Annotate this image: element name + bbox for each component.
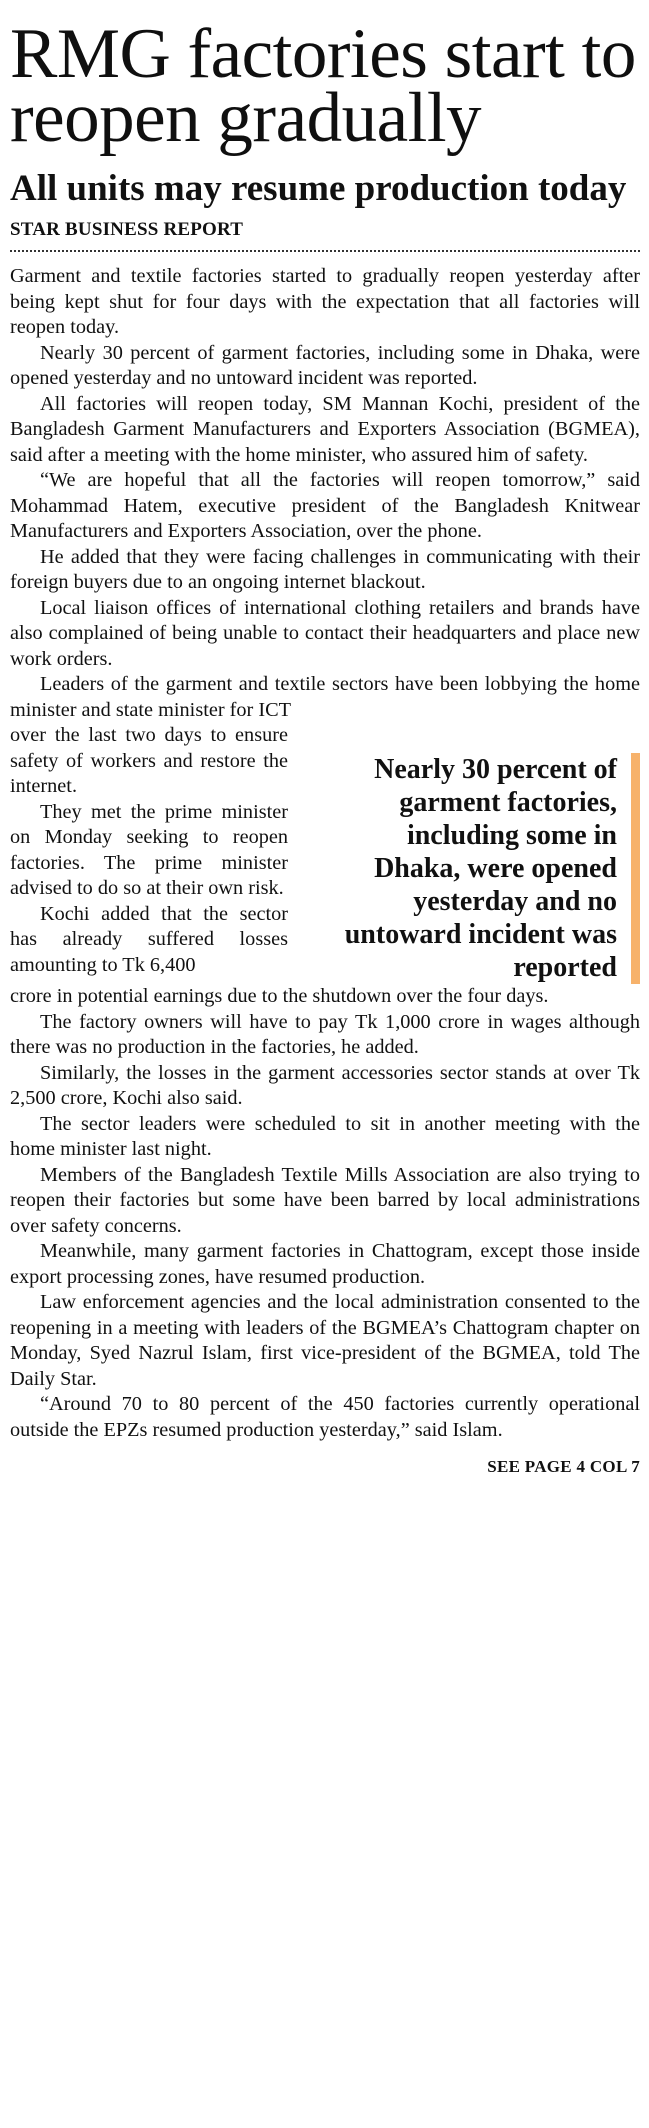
subheadline: All units may resume production today [10, 168, 627, 209]
paragraph: “Around 70 to 80 percent of the 450 factories currently operational outside the EPZs resumed production yesterday,” said Islam. [10, 1393, 640, 1441]
paragraph: Law enforcement agencies and the local administration consented to the reopening in a meeting with leaders of the BGMEA’s Chattogram chapter on Monday, Syed Nazrul Islam, first vice-president of the BGMEA, told The Daily Star. [10, 1291, 640, 1390]
paragraph: The sector leaders were scheduled to sit in another meeting with the home minister last night. [10, 1112, 640, 1160]
paragraph: Meanwhile, many garment factories in Chattogram, except those inside export processing zones, have resumed production. [10, 1240, 640, 1288]
split-section [10, 723, 640, 984]
paragraph: Garment and textile factories started to gradually reopen yesterday after being kept shut for four days with the expectation that all factories will reopen today. [10, 265, 640, 338]
paragraph: Nearly 30 percent of garment factories, including some in Dhaka, were opened yesterday and no untoward incident was reported. [10, 341, 640, 389]
paragraph: Similarly, the losses in the garment accessories sector stands at over Tk 2,500 crore, Kochi also said. [10, 1061, 640, 1109]
paragraph: Leaders of the garment and textile sectors have been lobbying the home minister and state minister for ICT [10, 673, 640, 721]
body-bottom [10, 984, 640, 1443]
paragraph: All factories will reopen today, SM Mannan Kochi, president of the Bangladesh Garment Manufacturers and Exporters Association (BGMEA), said after a meeting with the home minister, who assured him of safety. [10, 392, 640, 466]
paragraph: “We are hopeful that all the factories will reopen tomorrow,” said Mohammad Hatem, executive president of the Bangladesh Knitwear Manufacturers and Exporters Association, over the phone. [10, 469, 640, 542]
pull-quote-wrapper [288, 723, 640, 984]
article [10, 0, 640, 1477]
paragraph: They met the prime minister on Monday seeking to reopen factories. The prime minister advised to do so at their own risk. [10, 800, 288, 899]
paragraph: Kochi added that the sector has already suffered losses amounting to Tk 6,400 [10, 902, 288, 976]
paragraph-continuation: crore in potential earnings due to the shutdown over the four days. [10, 985, 549, 1007]
body-top [10, 264, 640, 723]
dotted-divider [10, 250, 640, 252]
pull-quote: Nearly 30 percent of garment factories, including some in Dhaka, were opened yesterday and no untoward incident was reported [317, 753, 640, 984]
continuation-note: SEE PAGE 4 COL 7 [487, 1457, 640, 1476]
paragraph-continuation: over the last two days to ensure safety of workers and restore the internet. [10, 724, 288, 797]
paragraph: He added that they were facing challenges in communicating with their foreign buyers due to an ongoing internet blackout. [10, 545, 640, 593]
headline: RMG factories start to reopen gradually [10, 15, 636, 157]
byline: STAR BUSINESS REPORT [10, 219, 244, 240]
narrow-column [10, 723, 288, 984]
paragraph: The factory owners will have to pay Tk 1,000 crore in wages although there was no production in the factories, he added. [10, 1010, 640, 1058]
paragraph: Members of the Bangladesh Textile Mills Association are also trying to reopen their factories but some have been barred by local administrations over safety concerns. [10, 1163, 640, 1237]
paragraph: Local liaison offices of international clothing retailers and brands have also complained of being unable to contact their headquarters and place new work orders. [10, 596, 640, 670]
